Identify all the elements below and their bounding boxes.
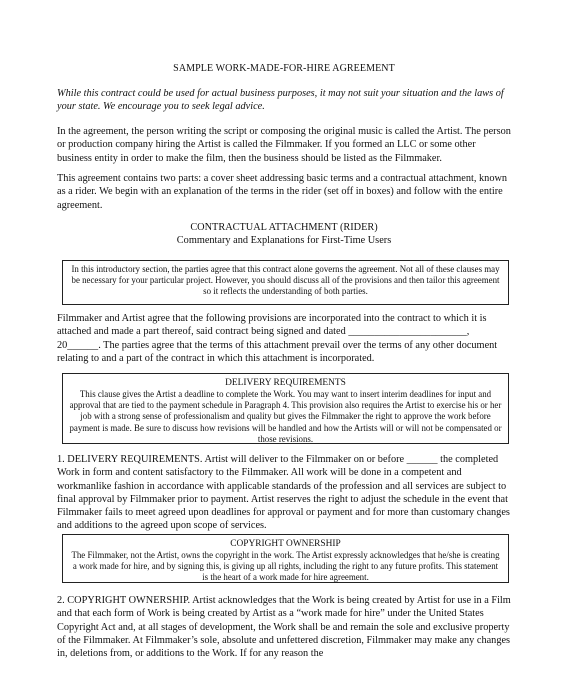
intro-disclaimer (57, 87, 511, 114)
commentary-box-copyright (62, 534, 509, 583)
clause-delivery-requirements (57, 453, 511, 533)
intro-italic-text: While this contract could be used for actual business purposes, it may not suit your situation and the laws of your state. We encourage you to seek legal advice. (57, 88, 504, 113)
intro-paragraph-2 (57, 172, 511, 212)
commentary-heading: DELIVERY REQUIREMENTS (225, 378, 346, 388)
commentary-text: This clause gives the Artist a deadline to complete the Work. You may want to insert interim deadlines for input and approval that are tied to the payment schedule in Paragraph 4. This provision also requires the Artist to exercise his or her job with a strong sense of professionalism and quality but gives the Filmmaker the right to approve the work before payment is made. Be sure to discuss how revisions will be handled and how the Artists will or will not be compensated or those revisions. (69, 389, 502, 444)
commentary-box-delivery (62, 373, 509, 444)
rider-heading: CONTRACTUAL ATTACHMENT (RIDER) (190, 222, 378, 233)
commentary-text: The Filmmaker, not the Artist, owns the copyright in the work. The Artist expressly acknowledges that he/she is creating a work made for hire, and by signing this, is giving up all rights, including the right to any future profits. This statement is the heart of a work made for hire agreement. (71, 550, 500, 583)
clause-text: 1. DELIVERY REQUIREMENTS. Artist will deliver to the Filmmaker on or before ______ the completed Work in form and content satisfactory to the Filmmaker. All work will be done in a competent and workmanlike fashion in accordance with applicable standards of the profession and all services are subject to final approval by Filmmaker prior to payment. Artist reserves the right to adjust the schedule in the event that Filmmaker fails to meet agreed upon deadlines for approval or payment and for more than customary changes and additions to the agreed upon scope of services. (57, 454, 510, 532)
rider-heading-block (57, 221, 511, 248)
paragraph-text: This agreement contains two parts: a cover sheet addressing basic terms and a contractual attachment, known as a rider. We begin with an explanation of the terms in the rider (set off in boxes) and follow with the entire agreement. (57, 173, 508, 211)
clause-copyright-ownership (57, 594, 511, 660)
commentary-box-intro (62, 260, 509, 305)
rider-paragraph-intro (57, 312, 511, 365)
paragraph-text: Filmmaker and Artist agree that the following provisions are incorporated into the contract to which it is attached and made a part thereof, said contract being signed and dated _______________________, 20______. The parties agree that the terms of this attachment prevail over the terms of any other document relating to and a part of the contract in which this attachment is incorporated. (57, 313, 498, 364)
commentary-text: In this introductory section, the parties agree that this contract alone governs the agreement. Not all of these clauses may be necessary for your particular project. However, you should discuss all of the provisions and then tailor this agreement so it reflects the understanding of both parties. (71, 264, 500, 297)
commentary-heading: COPYRIGHT OWNERSHIP (230, 539, 341, 549)
rider-subheading: Commentary and Explanations for First-Time Users (176, 235, 392, 247)
document-title: SAMPLE WORK-MADE-FOR-HIRE AGREEMENT (173, 63, 395, 74)
intro-paragraph-1 (57, 125, 511, 165)
paragraph-text: In the agreement, the person writing the script or composing the original music is called the Artist. The person or production company hiring the Artist is called the Filmmaker. If you formed an LLC or some other business entity in order to make the film, then the business should be listed as the Filmmaker. (57, 126, 511, 164)
clause-text: 2. COPYRIGHT OWNERSHIP. Artist acknowledges that the Work is being created by Artist for use in a Film and that each form of Work is being created by Artist as a “work made for hire” under the United States Copyright Act and, at all stages of development, the Work shall be and remain the sole and exclusive property of the Filmmaker. At Filmmaker’s sole, absolute and unfettered discretion, Filmmaker may make any changes in, deletions from, or additions to the Work. If for any reason the (57, 595, 511, 660)
